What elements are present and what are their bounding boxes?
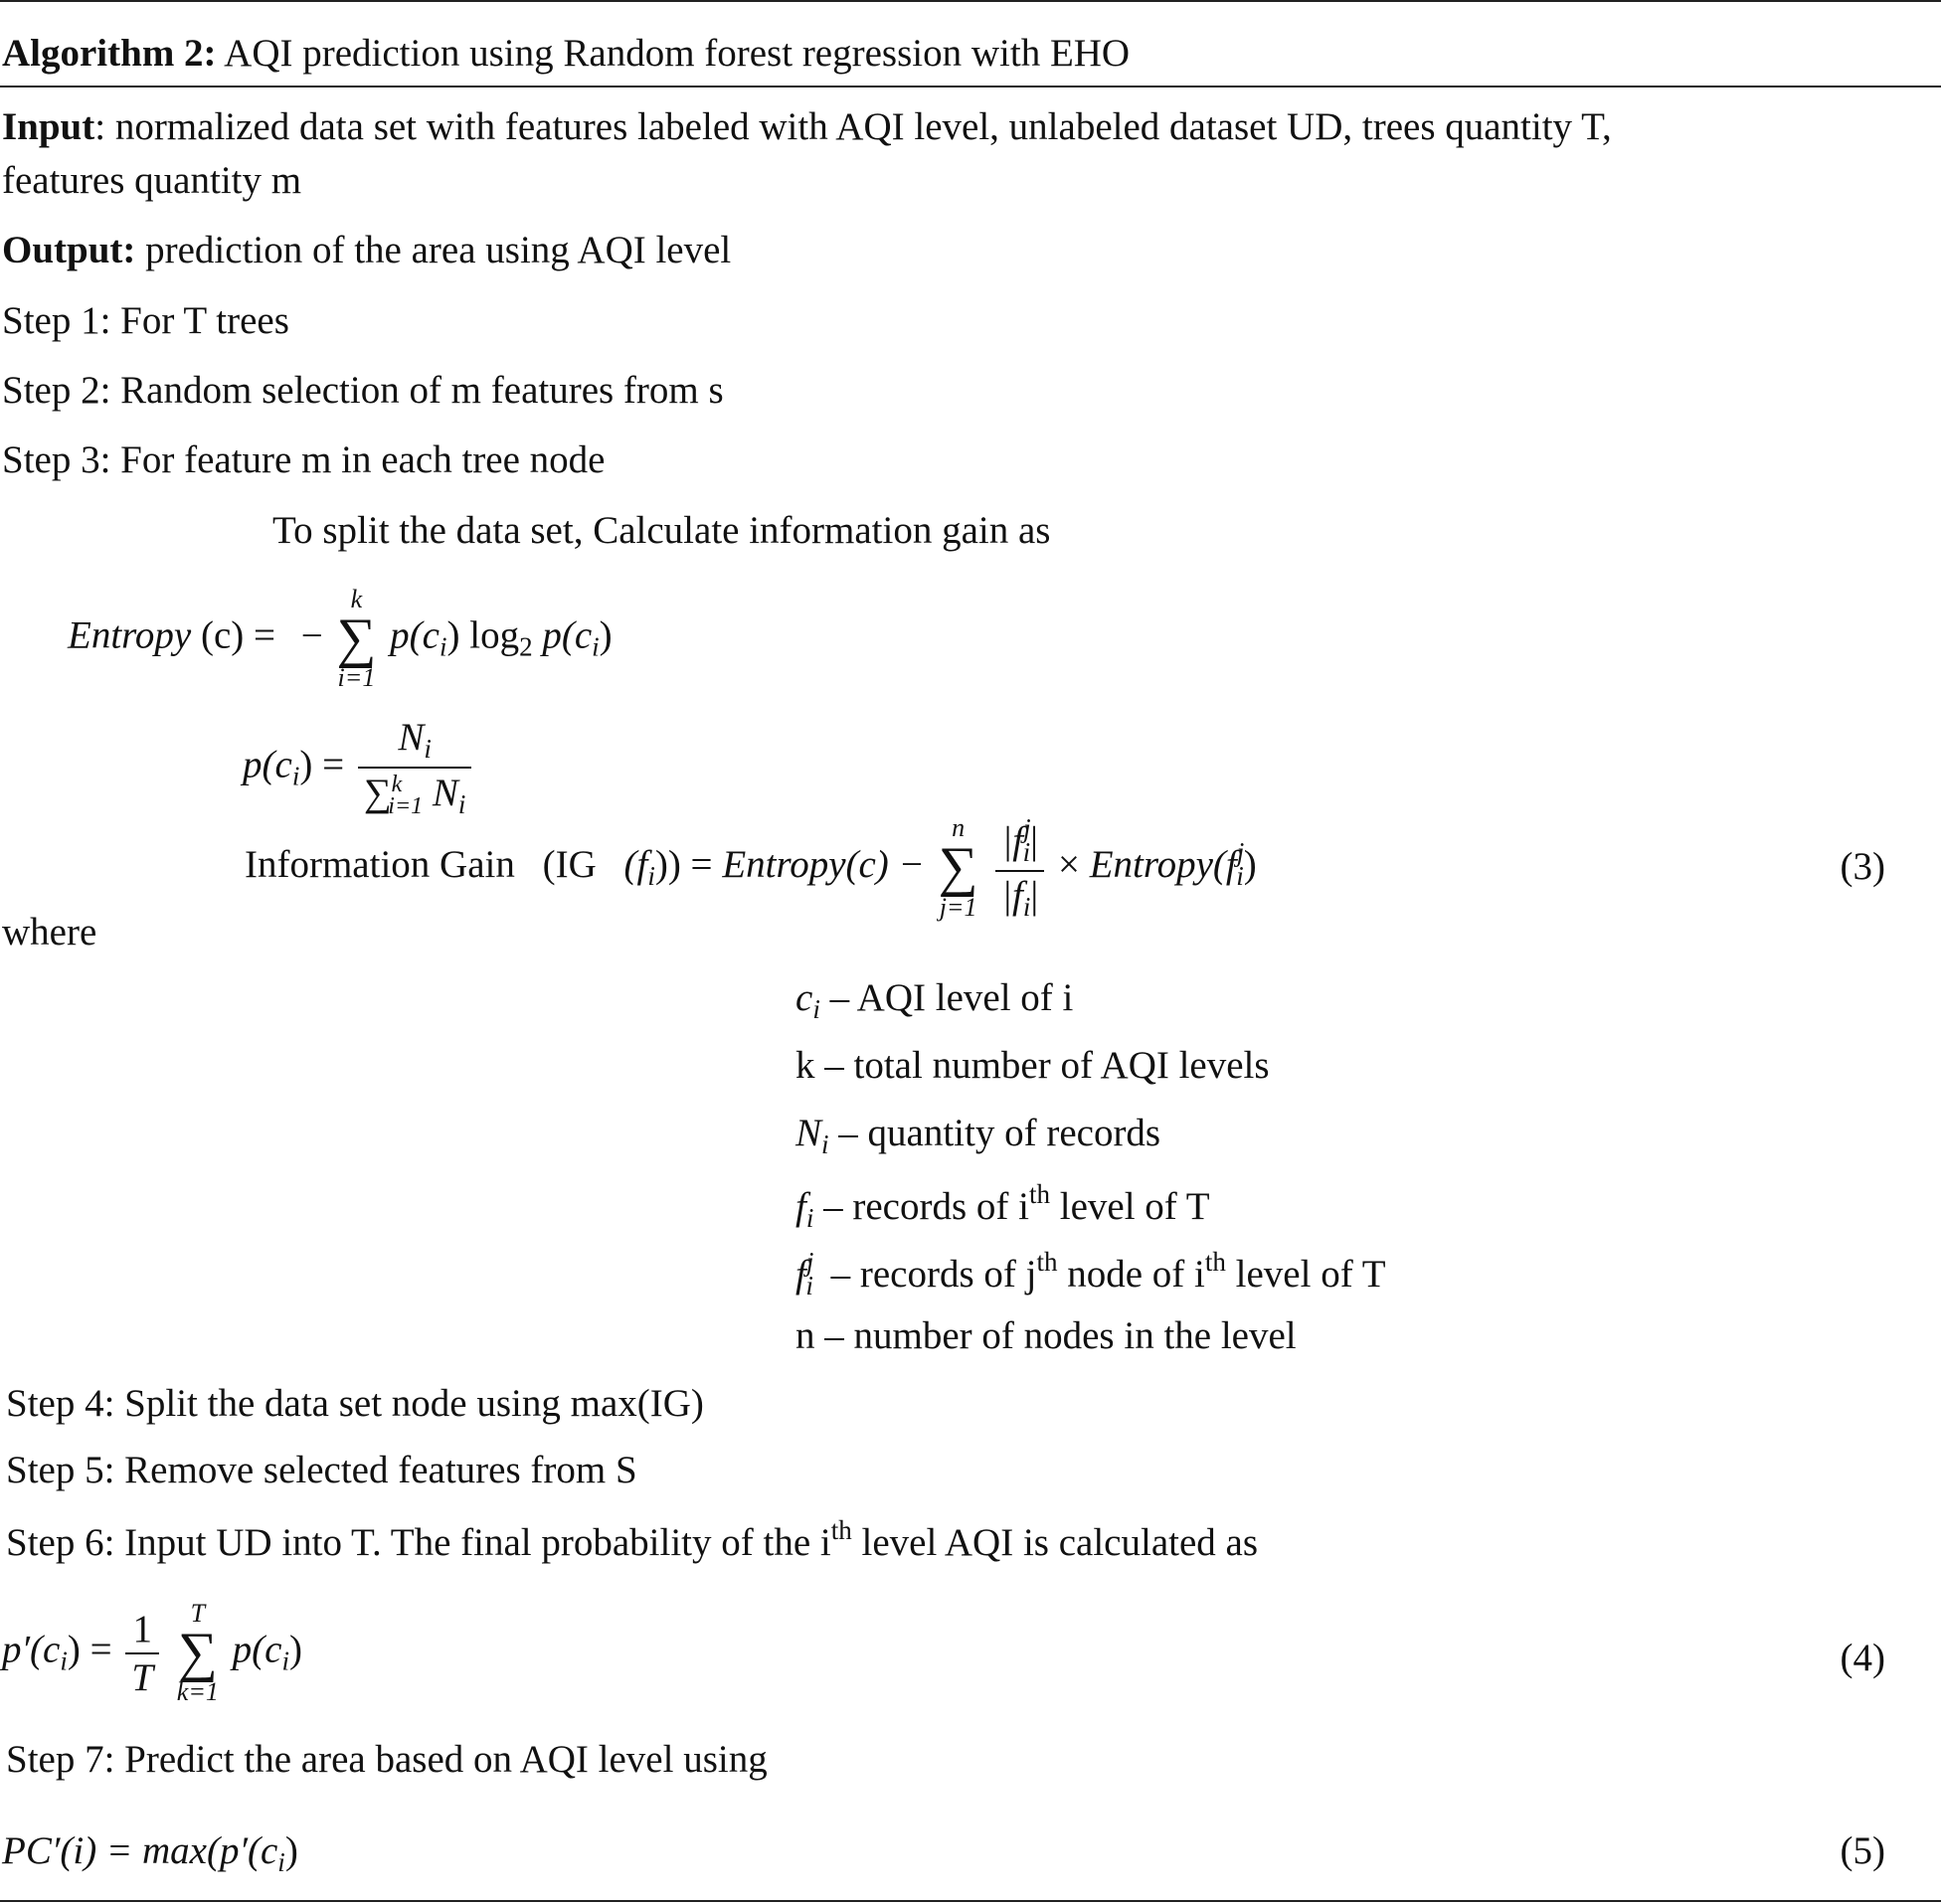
equation-number-4: (4) — [1840, 1637, 1885, 1679]
entropy-log: log — [469, 613, 520, 657]
input-line-1 — [2, 107, 1612, 146]
prediction-equation: $PC'(i) = \max(p'(c_i)$ — [2, 1829, 298, 1877]
ig-fraction: $\frac{|f^j_i|}{|f_i|}$ — [995, 815, 1044, 921]
where-label: where — [2, 911, 97, 953]
one-over-T: $\frac{1}{T}$ — [125, 1610, 159, 1697]
bottom-rule — [0, 1900, 1941, 1902]
input-line-2 — [2, 161, 301, 200]
algorithm-title-text: AQI prediction using Random forest regression with EHO — [224, 32, 1131, 75]
entropy-sum: k ∑ i=1 — [336, 585, 377, 693]
equation-number-5: (5) — [1840, 1829, 1885, 1872]
where-ci: $c_i$ – AQI level of i — [795, 976, 1074, 1024]
information-gain-equation: Information Gain (IG $(f_i)$) = Entropy(c) − n ∑ j=1 $\frac{|f^j_i|}{|f_i|}$ × $Entropy(f^j_i)$ — [245, 813, 1257, 922]
equation-number-3: (3) — [1840, 845, 1885, 888]
entropy-p: p(c — [390, 613, 440, 657]
sum-upper: k — [350, 585, 363, 613]
title-rule — [0, 86, 1941, 87]
input-text-2: features quantity m — [2, 159, 302, 202]
step-3: Step 3: For feature m in each tree node — [2, 438, 606, 481]
entropy-lhs: Entropy — [68, 613, 192, 657]
algorithm-label: Algorithm 2: — [2, 32, 217, 75]
algorithm-title — [2, 34, 1130, 73]
entropy-arg: (c) = — [200, 613, 275, 657]
input-text-1: : normalized data set with features labeled with AQI level, unlabeled dataset UD, trees quantity T, — [94, 105, 1612, 148]
where-Ni: $N_i$ – quantity of records — [795, 1112, 1161, 1159]
where-fij: $f^j_i$ – records of $j^{th}$ node of $i^{th}$ level of T — [795, 1247, 1386, 1300]
where-n: n – number of nodes in the level — [795, 1314, 1297, 1357]
output-text: prediction of the area using AQI level — [135, 229, 732, 271]
step-7: Step 7: Predict the area based on AQI level using — [6, 1738, 768, 1781]
step-1: Step 1: For T trees — [2, 299, 289, 342]
where-fi: $f_i$ – records of $i^{th}$ level of T — [795, 1179, 1210, 1233]
sum-lower: i=1 — [337, 663, 376, 693]
entropy-equation: Entropy (c) = − k ∑ i=1 $p(c_i)$ $\log_2 p(c_i)$ — [68, 585, 613, 693]
step-2: Step 2: Random selection of m features from s — [2, 369, 724, 412]
step-5: Step 5: Remove selected features from S — [6, 1449, 637, 1491]
where-k: k – total number of AQI levels — [795, 1044, 1270, 1087]
probability-fraction: $\frac{N_i}{\sum^k_{i=1} N_i}$ — [358, 718, 472, 818]
final-probability-equation: $p'(c_i)$ = $\frac{1}{T}$ T ∑ k=1 $p(c_i)$ — [2, 1599, 302, 1707]
output-label: Output: — [2, 229, 136, 271]
step-4: Step 4: Split the data set node using max(IG) — [6, 1382, 704, 1425]
probability-equation: $p(c_i)$ = $\frac{N_i}{\sum^k_{i=1} N_i}$ — [243, 718, 475, 818]
input-label: Input — [2, 105, 95, 148]
final-sum: T ∑ k=1 — [176, 1599, 219, 1707]
ig-sum: n ∑ j=1 — [938, 813, 978, 922]
top-rule — [0, 0, 1941, 2]
step-3-subtext: To split the data set, Calculate information gain as — [272, 509, 1051, 552]
step-6: Step 6: Input UD into T. The final probability of the $i^{th}$ level AQI is calculated as — [6, 1515, 1259, 1564]
entropy-minus: − — [300, 613, 323, 657]
output-line — [2, 231, 731, 269]
